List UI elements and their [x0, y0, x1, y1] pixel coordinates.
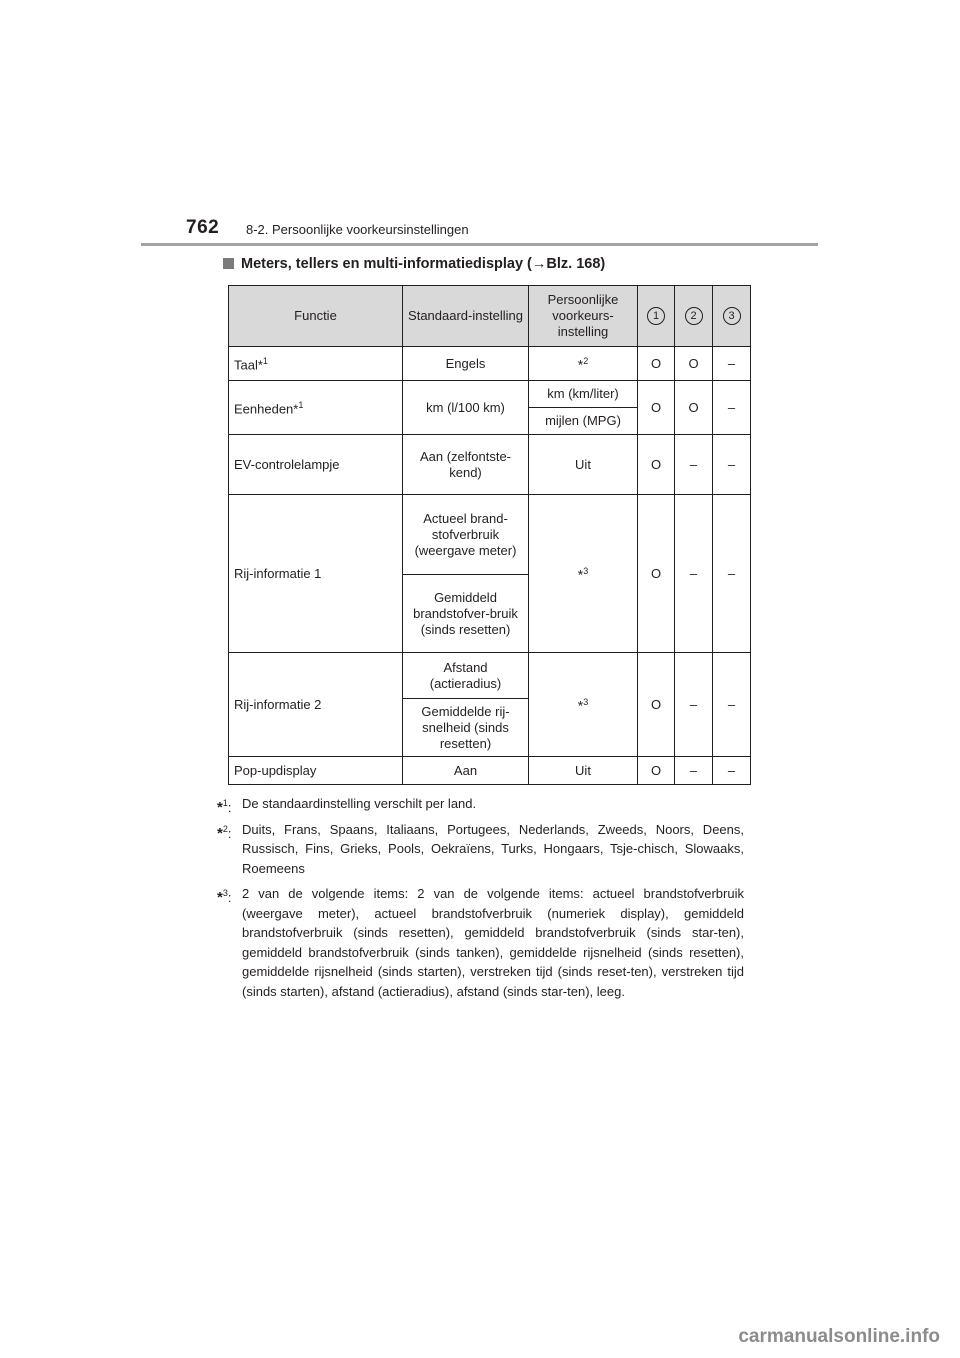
- cell-function: EV-controlelampje: [229, 435, 403, 495]
- cell-c1: O: [638, 495, 675, 653]
- circled-number-2: 2: [685, 307, 703, 325]
- cell-default: Gemiddelde rij-snelheid (sinds resetten): [403, 699, 529, 757]
- heading-text: Meters, tellers en multi-informatiedisplay (: [241, 256, 532, 272]
- cell-default: Aan: [403, 757, 529, 785]
- header-custom: Persoonlijke voorkeurs-instelling: [529, 286, 638, 347]
- square-bullet-icon: [223, 258, 234, 269]
- cell-c3: –: [713, 757, 751, 785]
- cell-c2: O: [675, 347, 713, 381]
- watermark: carmanualsonline.info: [738, 1326, 940, 1347]
- page-number: 762: [186, 217, 220, 238]
- section-title: 8-2. Persoonlijke voorkeursinstellingen: [246, 222, 469, 237]
- cell-custom: Uit: [529, 435, 638, 495]
- footnote-text: De standaardinstelling verschilt per land.: [242, 796, 477, 811]
- cell-custom: mijlen (MPG): [529, 408, 638, 435]
- header-function: Functie: [229, 286, 403, 347]
- cell-c1: O: [638, 653, 675, 757]
- cell-default: Engels: [403, 347, 529, 381]
- cell-function: Rij-informatie 2: [229, 653, 403, 757]
- cell-c3: –: [713, 653, 751, 757]
- footnote-2: *$^2$: Duits, Frans, Spaans, Italiaans, Portugees, Nederlands, Zweeds, Noors, Deens, Russisch, Fins, Grieks, Pools, Oekraïens, Turks, Hongaars, Tsje-chisch, Slowaaks, Roemeens: [217, 821, 744, 876]
- heading-page-ref[interactable]: Blz. 168): [546, 256, 606, 272]
- footnotes: [217, 794, 744, 1007]
- cell-default: Aan (zelfontste-kend): [403, 435, 529, 495]
- header-col-2: [675, 286, 713, 347]
- table-row-rij1: [229, 495, 751, 575]
- cell-default: Actueel brand-stofverbruik (weergave meter): [403, 495, 529, 575]
- cell-c2: O: [675, 381, 713, 435]
- cell-c2: –: [675, 495, 713, 653]
- cell-c2: –: [675, 435, 713, 495]
- table-row-rij2: [229, 653, 751, 699]
- cell-custom: Uit: [529, 757, 638, 785]
- table-row-taal: [229, 347, 751, 381]
- cell-c1: O: [638, 347, 675, 381]
- cell-c3: –: [713, 495, 751, 653]
- table-row-popup: [229, 757, 751, 785]
- cell-c2: –: [675, 757, 713, 785]
- cell-function: Eenheden*$^1$: [229, 381, 403, 435]
- table-row-ev: [229, 435, 751, 495]
- cell-custom: *$^3$: [529, 653, 638, 757]
- header-col-1: [638, 286, 675, 347]
- circled-number-3: 3: [723, 307, 741, 325]
- cell-c3: –: [713, 381, 751, 435]
- footnote-1: *$^1$: De standaardinstelling verschilt per land.: [217, 796, 477, 816]
- cell-c3: –: [713, 347, 751, 381]
- circled-number-1: 1: [647, 307, 665, 325]
- arrow-right-icon: →: [531, 256, 547, 272]
- header-default: Standaard-instelling: [403, 286, 529, 347]
- footnote-text: 2 van de volgende items: 2 van de volgende items: actueel brandstofverbruik (weergave meter), actueel brandstofverbruik (numeriek display), gemiddeld brandstofverbruik (sinds resetten), gemiddeld brandstofverbruik (sinds star-ten), gemiddeld brandstofverbruik (sinds tanken), gemiddelde rijsnelheid (sinds resetten), gemiddelde rijsnelheid (sinds starten), verstreken tijd (sinds reset-ten), verstreken tijd (sinds starten), afstand (actieradius), afstand (sinds star-ten), leeg.: [242, 886, 744, 999]
- cell-custom: km (km/liter): [529, 381, 638, 408]
- cell-function: Pop-updisplay: [229, 757, 403, 785]
- footnote-3: *$^3$: 2 van de volgende items: 2 van de volgende items: actueel brandstofverbruik (weergave meter), actueel brandstofverbruik (numeriek display), gemiddeld brandstofverbruik (sinds resetten), gemiddeld brandstofverbruik (sinds star-ten), gemiddeld brandstofverbruik (sinds tanken), gemiddelde rijsnelheid (sinds resetten), gemiddelde rijsnelheid (sinds starten), verstreken tijd (sinds reset-ten), verstreken tijd (sinds starten), afstand (actieradius), afstand (sinds star-ten), leeg.: [217, 886, 744, 999]
- cell-c3: –: [713, 435, 751, 495]
- cell-c1: O: [638, 757, 675, 785]
- cell-default: km (l/100 km): [403, 381, 529, 435]
- table-row-eenheden: [229, 381, 751, 408]
- cell-c1: O: [638, 435, 675, 495]
- header-divider: [141, 243, 818, 246]
- page-header: [0, 0, 960, 250]
- cell-function: Taal*$^1$: [229, 347, 403, 381]
- cell-default: Gemiddeld brandstofver-bruik (sinds resetten): [403, 575, 529, 653]
- table-header-row: [229, 286, 751, 347]
- cell-default: Afstand (actieradius): [403, 653, 529, 699]
- section-heading: [223, 256, 605, 272]
- settings-table: [228, 285, 751, 785]
- cell-c1: O: [638, 381, 675, 435]
- cell-c2: –: [675, 653, 713, 757]
- cell-custom: *$^2$: [529, 347, 638, 381]
- footnote-text: Duits, Frans, Spaans, Italiaans, Portugees, Nederlands, Zweeds, Noors, Deens, Russisch, Fins, Grieks, Pools, Oekraïens, Turks, Hongaars, Tsje-chisch, Slowaaks, Roemeens: [242, 821, 744, 876]
- header-col-3: [713, 286, 751, 347]
- cell-custom: *$^3$: [529, 495, 638, 653]
- cell-function: Rij-informatie 1: [229, 495, 403, 653]
